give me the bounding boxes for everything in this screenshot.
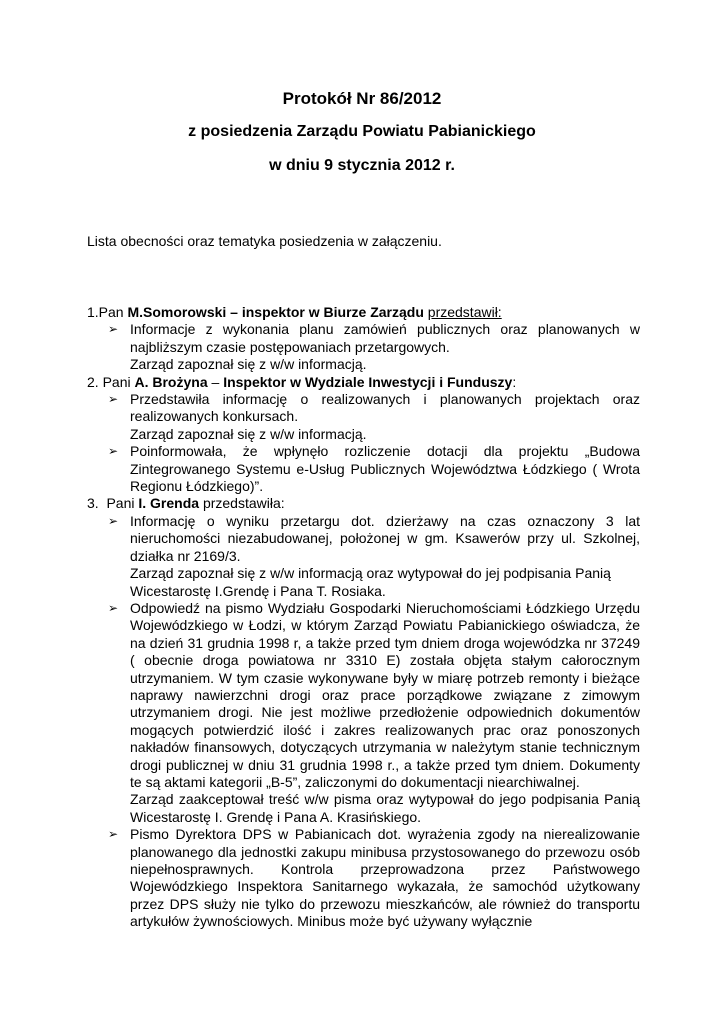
item-3-name: I. Grenda	[138, 495, 200, 512]
item-2-bullet-2	[108, 443, 640, 495]
item-3-heading	[87, 495, 640, 512]
item-3-bullet-2	[108, 599, 640, 791]
item-1-person: M.Somorowski – inspektor w Biurze Zarządu	[127, 304, 424, 320]
item-3-bullet-1-note: Zarząd zapoznał się z w/w informacją oraz wytypował do jej podpisania Panią Wicestarostę I.Grendę i Pana T. Rosiaka.	[130, 565, 611, 599]
item-3-bullet-1	[108, 512, 640, 565]
item-2-bullet-1-text: Przedstawiła informację o realizowanych i planowanych projektach oraz realizowanych konkursach.	[130, 391, 640, 425]
item-3-prefix: 3. Pani	[87, 495, 139, 512]
intro-paragraph: Lista obecności oraz tematyka posiedzenia w załączeniu.	[87, 233, 442, 249]
item-2-bullet-1-note: Zarząd zapoznał się z w/w informacją.	[130, 425, 367, 442]
item-3-bullet-2-note: Zarząd zaakceptował treść w/w pisma oraz wytypował do jego podpisania Panią Wicestarostę I. Grendę i Pana A. Krasińskiego.	[130, 791, 640, 825]
item-3-bullet-3	[108, 826, 640, 930]
item-1-verb: przedstawił:	[427, 304, 502, 320]
item-2-name: A. Brożyna	[134, 373, 208, 390]
item-2-prefix: 2. Pani	[87, 373, 135, 390]
bullet-arrow-icon: ➢	[108, 513, 119, 528]
item-2-bullet-1	[108, 391, 640, 426]
item-1-bullet-1-text: Informacje z wykonania planu zamówień publicznych oraz planowanych w najbliższym czasie postępowaniach przetargowych.	[130, 321, 640, 355]
item-3-verb: przedstawiła:	[199, 495, 285, 512]
item-3-bullet-1-text: Informację o wyniku przetargu dot. dzierżawy na czas oznaczony 3 lat nieruchomości niezabudowanej, położonej w gm. Ksawerów przy ul. Szkolnej, działka nr 2169/3.	[130, 512, 640, 564]
item-3-bullet-3-text: Pismo Dyrektora DPS w Pabianicach dot. wyrażenia zgody na nierealizowanie planowanego dla jednostki zakupu minibusa przystosowanego do przewozu osób niepełnosprawnych. Kontrola przeprowadzona przez Państwowego Wojewódzkiego Inspektora Sanitarnego wykazała, że samochód użytkowany przez DPS służy nie tylko do przewozu mieszkańców, ale również do transportu artykułów żywnościowych. Minibus może być używany wyłącznie	[130, 826, 640, 930]
bullet-arrow-icon: ➢	[108, 827, 119, 842]
bullet-arrow-icon: ➢	[108, 444, 119, 459]
item-2-role: Inspektor w Wydziale Inwestycji i Funduszy	[223, 373, 513, 390]
document-title: Protokół Nr 86/2012	[282, 89, 442, 108]
item-1-bullet-1	[108, 321, 640, 356]
bullet-arrow-icon: ➢	[108, 392, 119, 407]
item-3-bullet-2-text: Odpowiedź na pismo Wydziału Gospodarki Nieruchomościami Łódzkiego Urzędu Wojewódzkiego w Łodzi, w którym Zarząd Powiatu Pabianickiego oświadcza, że na dzień 31 grudnia 1998 r, a także przed tym dniem droga wojewódzka nr 37249 ( obecnie droga powiatowa nr 3310 E) została objęta stałym całorocznym utrzymaniem. W tym czasie wykonywane były w miarę potrzeb remonty i bieżące naprawy nawierzchni drogi oraz prace porządkowe związane z zimowym utrzymaniem drogi. Nie jest możliwe przedłożenie odpowiednich dokumentów mogących potwierdzić ilość i zakres realizowanych prac oraz ponoszonych nakładów finansowych, dotyczących utrzymania w należytym stanie technicznym drogi publicznej w dniu 31 grudnia 1998 r., a także przed tym dniem. Dokumenty te są aktami kategorii „B-5”, zaliczonymi do dokumentacji niearchiwalnej.	[130, 599, 640, 790]
protocol-body	[87, 304, 640, 931]
item-2-dash: –	[207, 373, 224, 390]
bullet-arrow-icon: ➢	[108, 322, 119, 337]
item-1-heading	[87, 304, 640, 321]
item-2-heading	[87, 374, 640, 391]
item-2-bullet-2-text: Poinformowała, że wpłynęło rozliczenie dotacji dla projektu „Budowa Zintegrowanego Systemu e-Usług Publicznych Województwa Łódzkiego ( Wrota Regionu Łódzkiego)”.	[130, 443, 640, 495]
bullet-arrow-icon: ➢	[108, 600, 119, 615]
document-subtitle: z posiedzenia Zarządu Powiatu Pabianickiego	[188, 123, 536, 140]
document-date: w dniu 9 stycznia 2012 r.	[269, 157, 455, 174]
item-2-colon: :	[512, 373, 517, 390]
item-1-bullet-1-note: Zarząd zapoznał się z w/w informacją.	[130, 356, 367, 373]
item-1-prefix: 1.Pan	[87, 304, 128, 320]
